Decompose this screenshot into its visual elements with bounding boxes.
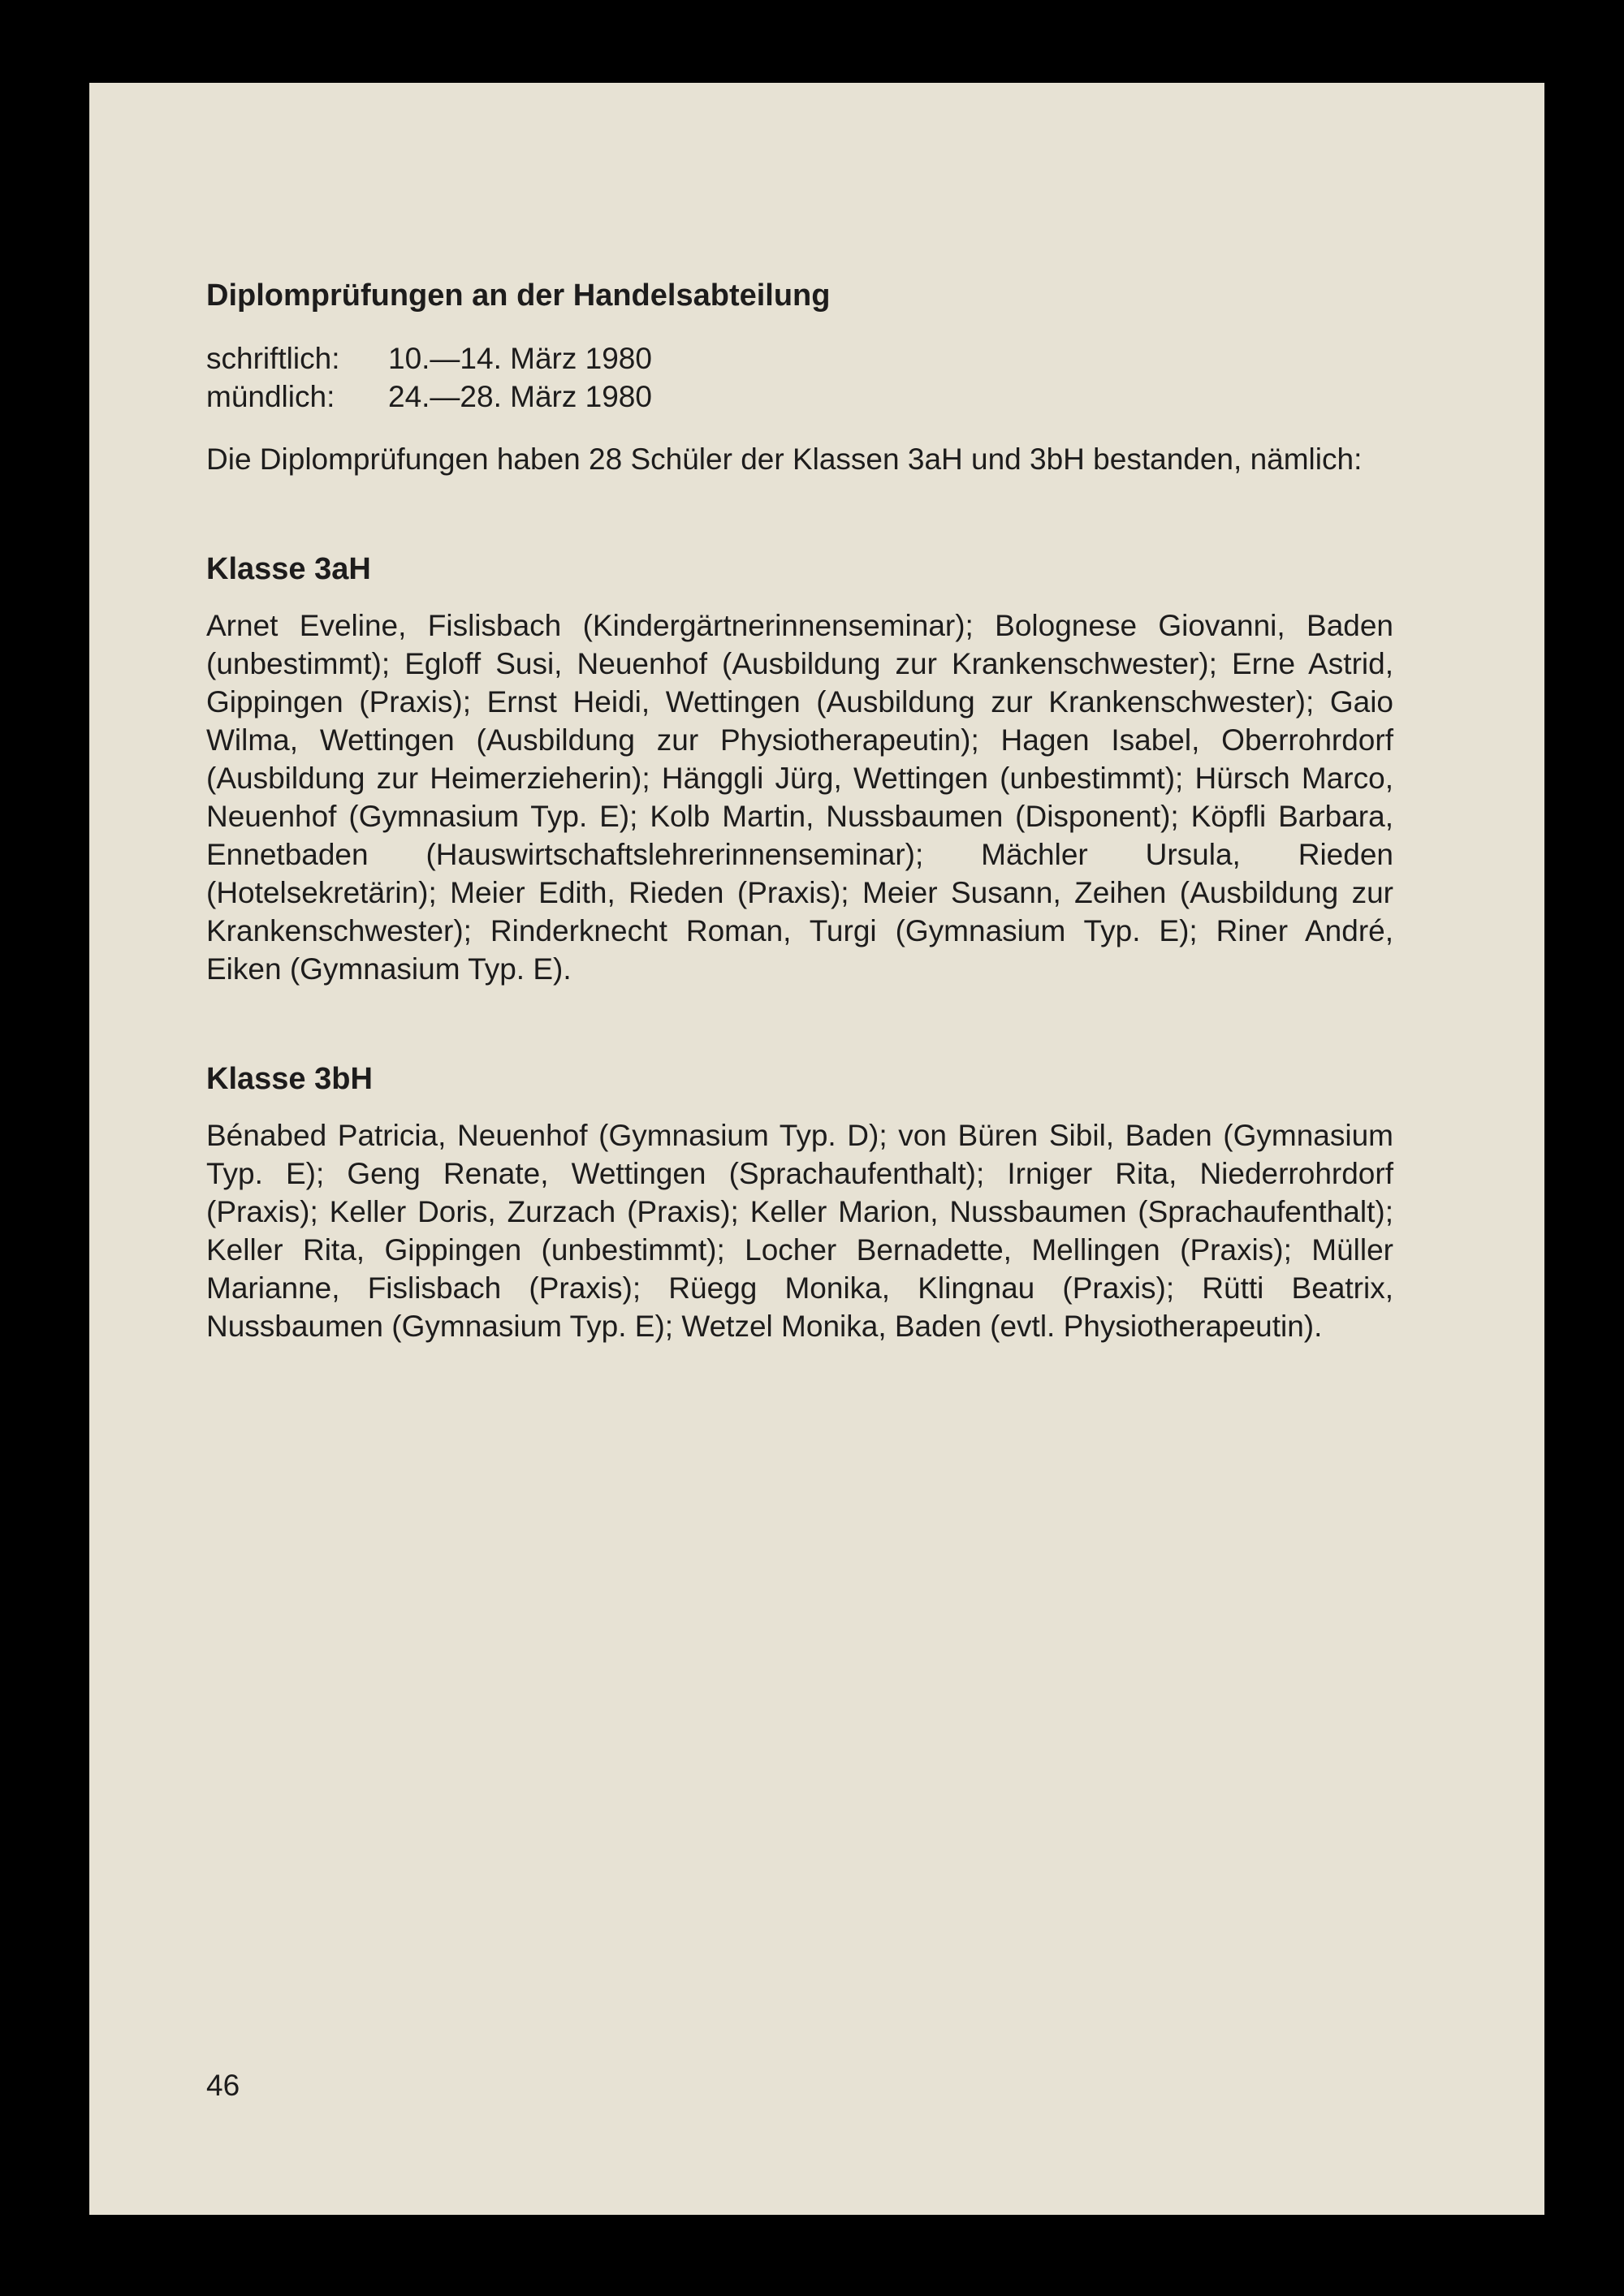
page-content — [206, 276, 1393, 1345]
section-text-3bh: Bénabed Patricia, Neuenhof (Gymnasium Typ. D); von Büren Sibil, Baden (Gymnasium Typ. E); Geng Renate, Wettingen (Sprachaufenthalt); Irniger Rita, Niederrohrdorf (Praxis); Keller Doris, Zurzach (Praxis); Keller Marion, Nussbaumen (Sprachaufenthalt); Keller Rita, Gippingen (unbestimmt); Locher Bernadette, Mellingen (Praxis); Müller Marianne, Fislisbach (Praxis); Rüegg Monika, Klingnau (Praxis); Rütti Beatrix, Nussbaumen (Gymnasium Typ. E); Wetzel Monika, Baden (evtl. Physiotherapeutin). — [206, 1119, 1393, 1343]
date-label: mündlich: — [206, 380, 335, 413]
date-value: 24.—28. März 1980 — [388, 380, 652, 413]
section-title-3bh: Klasse 3bH — [206, 1062, 373, 1096]
section-title-3ah: Klasse 3aH — [206, 552, 371, 586]
document-page — [89, 83, 1544, 2215]
section-text-3ah: Arnet Eveline, Fislisbach (Kindergärtnerinnenseminar); Bolognese Giovanni, Baden (unbestimmt); Egloff Susi, Neuenhof (Ausbildung zur Krankenschwester); Erne Astrid, Gippingen (Praxis); Ernst Heidi, Wettingen (Ausbildung zur Krankenschwester); Gaio Wilma, Wettingen (Ausbildung zur Physiotherapeutin); Hagen Isabel, Oberrohrdorf (Ausbildung zur Heimerzieherin); Hänggli Jürg, Wettingen (unbestimmt); Hürsch Marco, Neuenhof (Gymnasium Typ. E); Kolb Martin, Nussbaumen (Disponent); Köpfli Barbara, Ennetbaden (Hauswirtschaftslehrerinnenseminar); Mächler Ursula, Rieden (Hotelsekretärin); Meier Edith, Rieden (Praxis); Meier Susann, Zeihen (Ausbildung zur Krankenschwester); Rinderknecht Roman, Turgi (Gymnasium Typ. E); Riner André, Eiken (Gymnasium Typ. E). — [206, 609, 1393, 986]
page-heading: Diplomprüfungen an der Handelsabteilung — [206, 278, 831, 313]
page-number: 46 — [206, 2069, 240, 2102]
date-label: schriftlich: — [206, 342, 340, 375]
exam-dates — [206, 339, 1393, 416]
date-line-oral — [206, 378, 1393, 416]
date-line-written — [206, 339, 1393, 378]
intro-paragraph: Die Diplomprüfungen haben 28 Schüler der Klassen 3aH und 3bH bestanden, nämlich: — [206, 442, 1363, 476]
date-value: 10.—14. März 1980 — [388, 342, 652, 375]
